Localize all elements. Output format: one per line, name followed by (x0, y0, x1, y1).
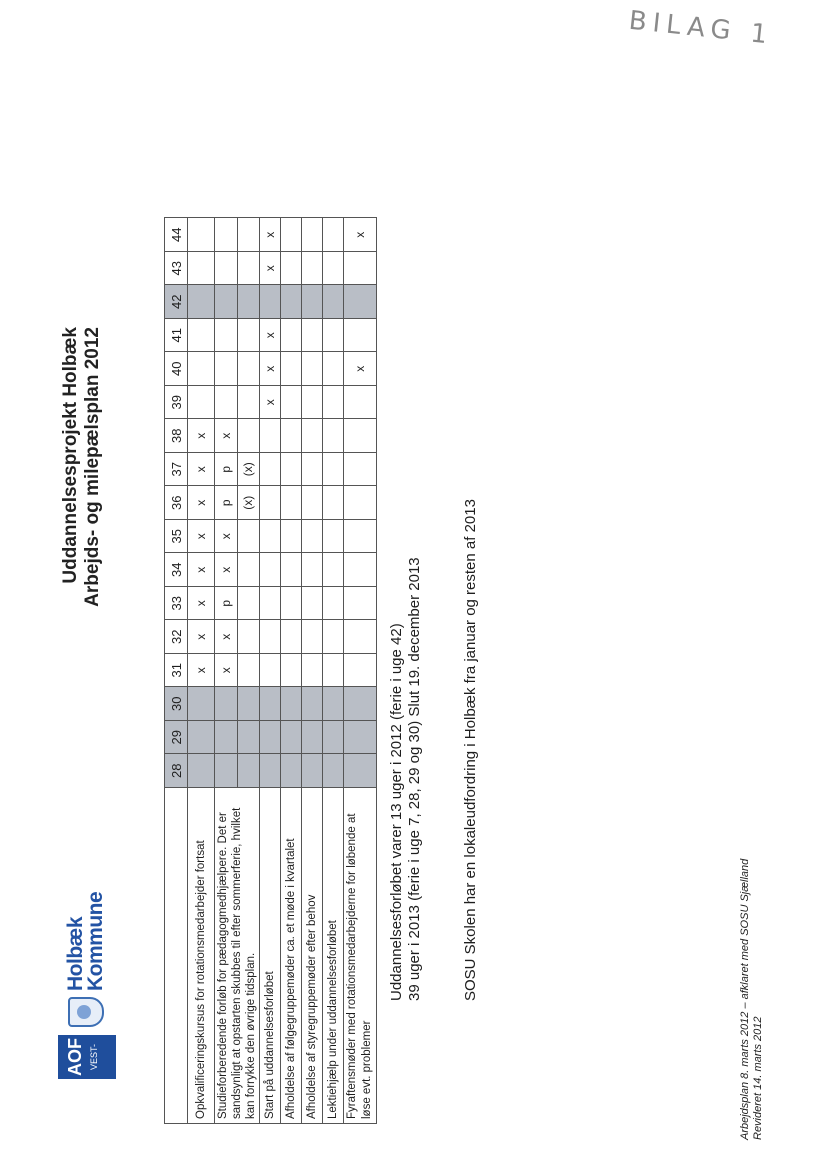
week-cell-40 (188, 352, 215, 386)
week-cell-32 (260, 620, 281, 654)
week-cell-35: x (188, 520, 215, 554)
week-cell-28 (302, 754, 323, 788)
week-cell-44 (237, 218, 260, 252)
week-cell-42 (302, 285, 323, 319)
week-cell-39 (237, 386, 260, 420)
week-cell-42 (281, 285, 302, 319)
aof-logo-subtext: VEST- (89, 1044, 99, 1071)
week-cell-39: x (260, 386, 281, 420)
week-cell-33 (323, 587, 344, 621)
week-cell-33: x (188, 587, 215, 621)
week-cell-33 (302, 587, 323, 621)
rotated-page (4, 5, 824, 1165)
week-cell-39 (302, 386, 323, 420)
activity-label: Start på uddannelsesforløbet (260, 788, 281, 1124)
week-cell-36 (260, 486, 281, 520)
week-header-38: 38 (165, 419, 188, 453)
week-cell-41 (344, 319, 377, 353)
week-cell-43: x (260, 252, 281, 286)
week-header-42: 42 (165, 285, 188, 319)
week-cell-35 (344, 520, 377, 554)
activity-label: Afholdelse af følgegruppemøder ca. et møde i kvartalet (281, 788, 302, 1124)
week-cell-39 (281, 386, 302, 420)
week-cell-34 (323, 553, 344, 587)
page-title (60, 327, 104, 607)
week-cell-28 (215, 754, 238, 788)
week-header-41: 41 (165, 319, 188, 353)
holbaek-kommune-logo (66, 892, 106, 991)
week-cell-40 (215, 352, 238, 386)
week-cell-38 (260, 419, 281, 453)
week-cell-36 (323, 486, 344, 520)
revision-footer (739, 859, 765, 1140)
week-header-29: 29 (165, 721, 188, 755)
week-cell-38 (281, 419, 302, 453)
week-cell-36 (344, 486, 377, 520)
week-cell-31 (344, 654, 377, 688)
week-cell-40: x (344, 352, 377, 386)
week-cell-43 (344, 252, 377, 286)
week-cell-34 (302, 553, 323, 587)
week-cell-28 (323, 754, 344, 788)
week-header-31: 31 (165, 654, 188, 688)
week-cell-36: x (188, 486, 215, 520)
week-header-34: 34 (165, 553, 188, 587)
week-cell-44: x (344, 218, 377, 252)
table-row (188, 218, 215, 1124)
week-cell-35 (323, 520, 344, 554)
week-cell-30 (281, 687, 302, 721)
week-cell-28 (237, 754, 260, 788)
week-cell-42 (215, 285, 238, 319)
week-cell-31 (281, 654, 302, 688)
notes (388, 499, 480, 1001)
week-cell-31 (237, 654, 260, 688)
week-cell-35 (237, 520, 260, 554)
week-cell-44 (215, 218, 238, 252)
week-cell-29 (302, 721, 323, 755)
week-cell-29 (344, 721, 377, 755)
week-cell-33 (344, 587, 377, 621)
week-cell-41: x (260, 319, 281, 353)
week-cell-30 (323, 687, 344, 721)
week-cell-29 (281, 721, 302, 755)
week-header-33: 33 (165, 587, 188, 621)
week-cell-35: x (215, 520, 238, 554)
week-cell-37 (323, 453, 344, 487)
week-cell-30 (188, 687, 215, 721)
week-cell-41 (302, 319, 323, 353)
week-cell-35 (260, 520, 281, 554)
week-cell-40 (237, 352, 260, 386)
week-cell-41 (215, 319, 238, 353)
week-cell-28 (188, 754, 215, 788)
activity-header-cell (165, 788, 188, 1124)
title-line2: Arbejds- og milepælsplan 2012 (82, 327, 103, 607)
week-cell-32 (344, 620, 377, 654)
week-cell-37: x (188, 453, 215, 487)
week-cell-34 (260, 553, 281, 587)
activity-label: Lektiehjælp under uddannelsesforløbet (323, 788, 344, 1124)
week-cell-28 (260, 754, 281, 788)
week-cell-33 (281, 587, 302, 621)
week-cell-30 (237, 687, 260, 721)
week-cell-44 (323, 218, 344, 252)
week-cell-28 (344, 754, 377, 788)
week-cell-42 (260, 285, 281, 319)
week-header-28: 28 (165, 754, 188, 788)
week-cell-29 (323, 721, 344, 755)
week-cell-43 (302, 252, 323, 286)
week-cell-36 (302, 486, 323, 520)
week-cell-38: x (188, 419, 215, 453)
aof-logo (58, 1035, 116, 1079)
activity-label: Afholdelse af styregruppemøder efter behov (302, 788, 323, 1124)
week-cell-34: x (188, 553, 215, 587)
week-cell-42 (323, 285, 344, 319)
footer-line1: Arbejdsplan 8. marts 2012 – afklaret med SOSU Sjælland (739, 858, 751, 1140)
table-row (302, 218, 323, 1124)
week-header-30: 30 (165, 687, 188, 721)
week-cell-32: x (215, 620, 238, 654)
title-line1: Uddannelsesprojekt Holbæk (60, 327, 81, 584)
footer-line2: Revideret 14. marts 2012 (752, 1016, 764, 1140)
week-cell-37: (x) (237, 453, 260, 487)
week-header-36: 36 (165, 486, 188, 520)
week-cell-44: x (260, 218, 281, 252)
week-cell-38: x (215, 419, 238, 453)
note-line1: Uddannelsesforløbet varer 13 uger i 2012 (ferie i uge 42) (388, 623, 405, 1001)
week-cell-41 (237, 319, 260, 353)
week-cell-44 (188, 218, 215, 252)
week-cell-43 (237, 252, 260, 286)
week-cell-39 (188, 386, 215, 420)
week-cell-33: p (215, 587, 238, 621)
kommune-logo-line1: Holbæk (64, 916, 87, 991)
week-cell-31 (302, 654, 323, 688)
kommune-logo-line2: Kommune (84, 891, 107, 991)
week-cell-29 (215, 721, 238, 755)
table-row (260, 218, 281, 1124)
week-cell-43 (323, 252, 344, 286)
week-cell-28 (281, 754, 302, 788)
week-cell-36: (x) (237, 486, 260, 520)
week-cell-41 (188, 319, 215, 353)
week-cell-33 (260, 587, 281, 621)
activity-label: Fyraftensmøder med rotationsmedarbejderne for løbende at løse evt. problemer (344, 788, 377, 1124)
week-header-43: 43 (165, 252, 188, 286)
week-cell-30 (302, 687, 323, 721)
week-cell-41 (323, 319, 344, 353)
week-cell-30 (260, 687, 281, 721)
week-cell-32 (281, 620, 302, 654)
week-cell-34: x (215, 553, 238, 587)
week-cell-29 (188, 721, 215, 755)
week-cell-33 (237, 587, 260, 621)
week-cell-30 (344, 687, 377, 721)
week-cell-40 (281, 352, 302, 386)
note-line3: SOSU Skolen har en lokaleudfordring i Holbæk fra januar og resten af 2013 (462, 499, 479, 1001)
week-cell-37 (302, 453, 323, 487)
note-line2: 39 uger i 2013 (ferie i uge 7, 28, 29 og 30) Slut 19. december 2013 (406, 557, 423, 1001)
week-cell-42 (237, 285, 260, 319)
table-row (215, 218, 238, 1124)
handwritten-annotation: BILAG 1 (627, 5, 775, 51)
week-cell-37 (260, 453, 281, 487)
week-cell-41 (281, 319, 302, 353)
week-cell-40 (323, 352, 344, 386)
week-header-37: 37 (165, 453, 188, 487)
week-cell-39 (344, 386, 377, 420)
week-cell-30 (215, 687, 238, 721)
week-cell-32 (323, 620, 344, 654)
week-cell-38 (344, 419, 377, 453)
week-cell-43 (281, 252, 302, 286)
week-cell-39 (323, 386, 344, 420)
week-cell-35 (302, 520, 323, 554)
week-cell-34 (237, 553, 260, 587)
week-cell-42 (344, 285, 377, 319)
week-cell-37 (281, 453, 302, 487)
week-cell-29 (260, 721, 281, 755)
aof-logo-text: AOF (65, 1038, 85, 1076)
week-header-40: 40 (165, 352, 188, 386)
week-cell-40: x (260, 352, 281, 386)
week-cell-34 (281, 553, 302, 587)
week-cell-38 (302, 419, 323, 453)
table-row (281, 218, 302, 1124)
week-header-44: 44 (165, 218, 188, 252)
week-cell-43 (188, 252, 215, 286)
week-cell-32 (302, 620, 323, 654)
week-cell-29 (237, 721, 260, 755)
week-cell-32 (237, 620, 260, 654)
week-cell-38 (323, 419, 344, 453)
week-cell-31: x (188, 654, 215, 688)
week-cell-38 (237, 419, 260, 453)
week-cell-31 (323, 654, 344, 688)
week-cell-35 (281, 520, 302, 554)
week-cell-36 (281, 486, 302, 520)
activity-label: Opkvalificeringskursus for rotationsmedarbejder fortsat (188, 788, 215, 1124)
week-cell-37 (344, 453, 377, 487)
week-cell-42 (188, 285, 215, 319)
holbaek-crest-icon (68, 997, 104, 1027)
week-cell-36: p (215, 486, 238, 520)
week-header-row (165, 218, 188, 1124)
week-cell-43 (215, 252, 238, 286)
week-cell-34 (344, 553, 377, 587)
week-cell-44 (302, 218, 323, 252)
week-cell-31: x (215, 654, 238, 688)
week-header-39: 39 (165, 386, 188, 420)
week-cell-31 (260, 654, 281, 688)
week-header-32: 32 (165, 620, 188, 654)
week-cell-40 (302, 352, 323, 386)
activity-label: Studieforberedende forløb for pædagogmedhjælpere. Det er sandsynligt at opstarten skubbes til efter sommerferie, hvilket kan forrykke den øvrige tidsplan. (215, 788, 260, 1124)
table-row (323, 218, 344, 1124)
week-header-35: 35 (165, 520, 188, 554)
week-cell-39 (215, 386, 238, 420)
table-row (344, 218, 377, 1124)
week-cell-37: p (215, 453, 238, 487)
week-cell-32: x (188, 620, 215, 654)
week-cell-44 (281, 218, 302, 252)
milestone-plan-table (164, 218, 377, 1125)
